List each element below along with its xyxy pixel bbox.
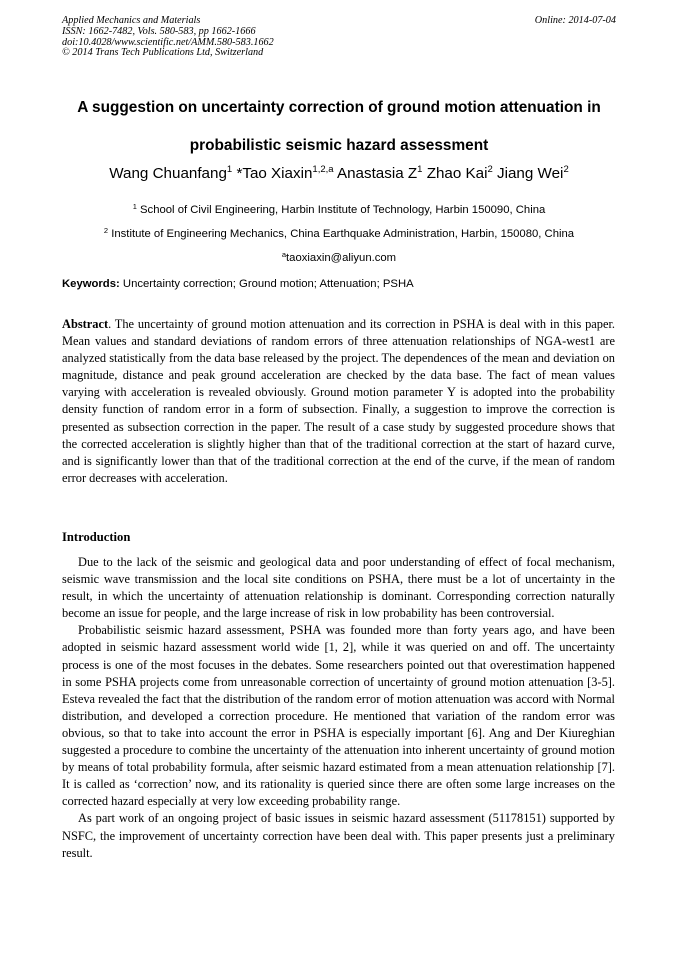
author-sup: 2: [563, 164, 569, 175]
author-name: Anastasia Z: [336, 165, 418, 182]
keywords-label: Keywords:: [62, 278, 120, 290]
affiliation-sup: 2: [103, 226, 109, 235]
paragraph: Due to the lack of the seismic and geological data and poor understanding of effect of focal mechanism, seismic wave transmission and the local site conditions on PSHA, there must be a lot of uncertainty in the result, in which the uncertainty of attenuation relationship is dominant. Corresponding correction naturally become an issue for people, and the large increase of risk in low probability has been controversial.: [62, 555, 615, 621]
author-name: Jiang Wei: [497, 165, 564, 182]
abstract-text: . The uncertainty of ground motion attenuation and its correction in PSHA is deal with in this paper. Mean values and standard deviations of random errors of three attenuation relationships of NGA-west1 are analyzed statistically from the data base released by the project. The dependences of the mean and deviation on magnitude, distance and peak ground acceleration are checked by the data base. The fact of mean values varying with acceleration is revealed obviously. Ground motion parameter Y is adopted into the probability density function of random error in a form of subsection. Finally, a suggestion to improve the correction is presented as subsection correction in the paper. The result of a case study by suggested procedure shows that the corrected acceleration is slightly higher than that of the traditional correction at the start of hazard curve, and is significantly lower than that of the traditional correction at the end of the curve, if the mean of random error decreases with acceleration.: [62, 317, 615, 485]
keywords-text: Uncertainty correction; Ground motion; Attenuation; PSHA: [122, 278, 414, 290]
abstract: [62, 316, 615, 487]
doi-line: doi:10.4028/www.scientific.net/AMM.580-583.1662: [62, 36, 274, 48]
copyright-line: © 2014 Trans Tech Publications Ltd, Switzerland: [62, 47, 264, 59]
paragraph: Probabilistic seismic hazard assessment, PSHA was founded more than forty years ago, and have been adopted in seismic hazard assessment world wide [1, 2], while it was queried on and off. The uncertainty process is one of the most focuses in the debates. Some researchers pointed out that overestimation happened in some PSHA projects come from unreasonable correction of uncertainty of ground motion attenuation [3-5]. Esteva revealed the fact that the distribution of the random error of motion attenuation was accord with Normal distribution, and developed a correction procedure. He mentioned that variation of the random error was obvious, so that to take into account the error in PSHA is especially important [6]. Ang and Der Kiureghian suggested a procedure to combine the uncertainty of the attenuation into inherent uncertainty of ground motion by means of total probability formula, after seismic hazard estimated from a mean attenuation relationship [7]. It is called as ‘correction’ now, and its rationality is queried since there are often some large increases on the corrected hazard especially at very low exceeding probability range.: [62, 623, 615, 809]
introduction-body: [62, 554, 615, 862]
author-sup: 2: [487, 164, 493, 175]
paragraph: As part work of an ongoing project of basic issues in seismic hazard assessment (51178151) supported by NSFC, the improvement of uncertainty correction have been deal with. This paper presents just a preliminary result.: [62, 811, 615, 860]
author-name: *Tao Xiaxin: [236, 165, 313, 182]
affiliation-text: Institute of Engineering Mechanics, China Earthquake Administration, Harbin, 150080, China: [111, 228, 575, 240]
author-name: Zhao Kai: [426, 165, 488, 182]
section-heading-introduction: Introduction: [62, 530, 131, 544]
affiliation-sup: 1: [132, 202, 137, 211]
author-sup: 1: [417, 164, 423, 175]
issn-line: ISSN: 1662-7482, Vols. 580-583, pp 1662-1666: [62, 25, 256, 37]
author-name: Wang Chuanfang: [109, 165, 227, 182]
affiliation-2: [40, 228, 638, 240]
title-line-2: probabilistic seismic hazard assessment: [189, 137, 489, 154]
paper-title: [40, 89, 638, 165]
author-email: [40, 252, 638, 264]
journal-name: Applied Mechanics and Materials: [62, 15, 201, 26]
email-text: taoxiaxin@aliyun.com: [286, 252, 397, 264]
journal-header: [62, 16, 616, 59]
title-line-1: A suggestion on uncertainty correction of ground motion attenuation in: [77, 99, 601, 116]
author-list: [40, 165, 638, 182]
email-sup: a: [281, 250, 287, 259]
author-sup: 1: [226, 164, 233, 175]
online-date: Online: 2014-07-04: [534, 15, 616, 26]
affiliation-1: [40, 204, 638, 216]
affiliation-text: School of Civil Engineering, Harbin Institute of Technology, Harbin 150090, China: [140, 204, 546, 216]
author-sup: 1,2,a: [312, 164, 334, 175]
keywords: [62, 278, 622, 290]
abstract-label: Abstract: [62, 317, 109, 331]
